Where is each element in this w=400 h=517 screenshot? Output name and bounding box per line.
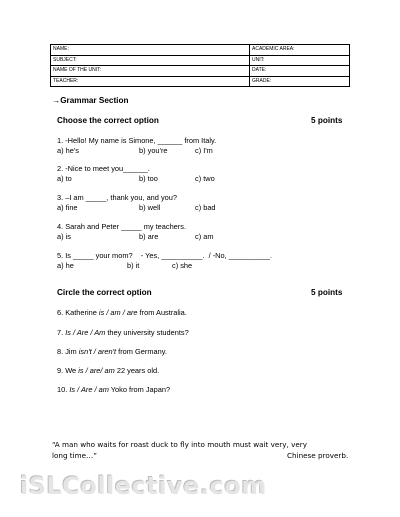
question-2-option-b[interactable]: b) too bbox=[139, 174, 158, 183]
question-4-option-a[interactable]: a) is bbox=[57, 232, 71, 241]
date-field[interactable]: DATE: bbox=[250, 66, 350, 77]
student-info-table bbox=[50, 44, 350, 87]
unit-name-field[interactable]: NAME OF THE UNIT: bbox=[51, 66, 250, 77]
sentence-8-start: 8. Jim bbox=[57, 347, 79, 356]
name-field[interactable]: NAME: bbox=[51, 45, 250, 56]
sentence-9-start: 9. We bbox=[57, 366, 79, 375]
question-3-text: 3. –I am _____, thank you, and you? bbox=[57, 193, 177, 202]
grammar-section-heading bbox=[52, 96, 128, 105]
proverb-source: Chinese proverb. bbox=[287, 451, 349, 460]
sentence-6-choices[interactable]: is / am / are bbox=[98, 308, 138, 317]
info-row bbox=[51, 55, 350, 66]
question-4-text: 4. Sarah and Peter _____ my teachers. bbox=[57, 222, 187, 231]
question-5-option-c[interactable]: c) she bbox=[172, 261, 193, 270]
question-1-option-a[interactable]: a) he's bbox=[57, 146, 79, 155]
sentence-8-end: from Germany. bbox=[116, 347, 167, 356]
sentence-7-choices[interactable]: Is / Are / Am bbox=[65, 328, 106, 337]
sentence-10-start: 10. bbox=[57, 385, 70, 394]
sentence-7-start: 7. bbox=[57, 328, 66, 337]
question-5-option-b[interactable]: b) it bbox=[127, 261, 140, 270]
subject-field[interactable]: SUBJECT: bbox=[51, 55, 250, 66]
section1-points: 5 points bbox=[311, 116, 343, 125]
academic-area-field[interactable]: ACADEMIC AREA: bbox=[250, 45, 350, 56]
section2-points: 5 points bbox=[311, 288, 343, 297]
question-1-option-b[interactable]: b) you're bbox=[139, 146, 168, 155]
sentence-6-end: from Australia. bbox=[137, 308, 187, 317]
site-logo: iSLCollective.com bbox=[20, 472, 267, 500]
arrow-icon: → bbox=[52, 96, 61, 105]
question-3-option-c[interactable]: c) bad bbox=[195, 203, 216, 212]
question-4-option-c[interactable]: c) am bbox=[195, 232, 214, 241]
question-1-option-c[interactable]: c) I'm bbox=[195, 146, 213, 155]
question-2-option-a[interactable]: a) to bbox=[57, 174, 72, 183]
sentence-6-start: 6. Katherine bbox=[57, 308, 99, 317]
proverb-line-1: “A man who waits for roast duck to fly into mouth must wait very, very bbox=[52, 440, 307, 449]
unit-field[interactable]: UNIT: bbox=[250, 55, 350, 66]
question-2-option-c[interactable]: c) two bbox=[195, 174, 215, 183]
sentence-8-choices[interactable]: isn't / aren't bbox=[78, 347, 117, 356]
sentence-8 bbox=[57, 347, 167, 356]
sentence-7-end: they university students? bbox=[105, 328, 189, 337]
question-5-option-a[interactable]: a) he bbox=[57, 261, 74, 270]
sentence-9-end: 22 years old. bbox=[114, 366, 160, 375]
sentence-10-end: Yoko from Japan? bbox=[108, 385, 171, 394]
question-3-option-a[interactable]: a) fine bbox=[57, 203, 78, 212]
question-4-option-b[interactable]: b) are bbox=[139, 232, 159, 241]
question-3-option-b[interactable]: b) well bbox=[139, 203, 161, 212]
sentence-6 bbox=[57, 308, 187, 317]
proverb-line-2: long time…” bbox=[52, 451, 97, 460]
sentence-7 bbox=[57, 328, 189, 337]
sentence-10 bbox=[57, 385, 170, 394]
grammar-section-title: Grammar Section bbox=[60, 96, 129, 105]
sentence-10-choices[interactable]: Is / Are / am bbox=[69, 385, 109, 394]
question-2-text: 2. -Nice to meet you______. bbox=[57, 164, 150, 173]
section1-title: Choose the correct option bbox=[57, 116, 159, 125]
section2-title: Circle the correct option bbox=[57, 288, 152, 297]
sentence-9-choices[interactable]: is / are/ am bbox=[78, 366, 115, 375]
info-row bbox=[51, 76, 350, 87]
teacher-field[interactable]: TEACHER: bbox=[51, 76, 250, 87]
question-5-text: 5. Is _____ your mom? - Yes, __________. / -No, __________. bbox=[57, 251, 272, 260]
question-1-text: 1. -Hello! My name is Simone, ______ from Italy. bbox=[57, 136, 217, 145]
info-row bbox=[51, 45, 350, 56]
info-row bbox=[51, 66, 350, 77]
grade-field[interactable]: GRADE: bbox=[250, 76, 350, 87]
sentence-9 bbox=[57, 366, 159, 375]
